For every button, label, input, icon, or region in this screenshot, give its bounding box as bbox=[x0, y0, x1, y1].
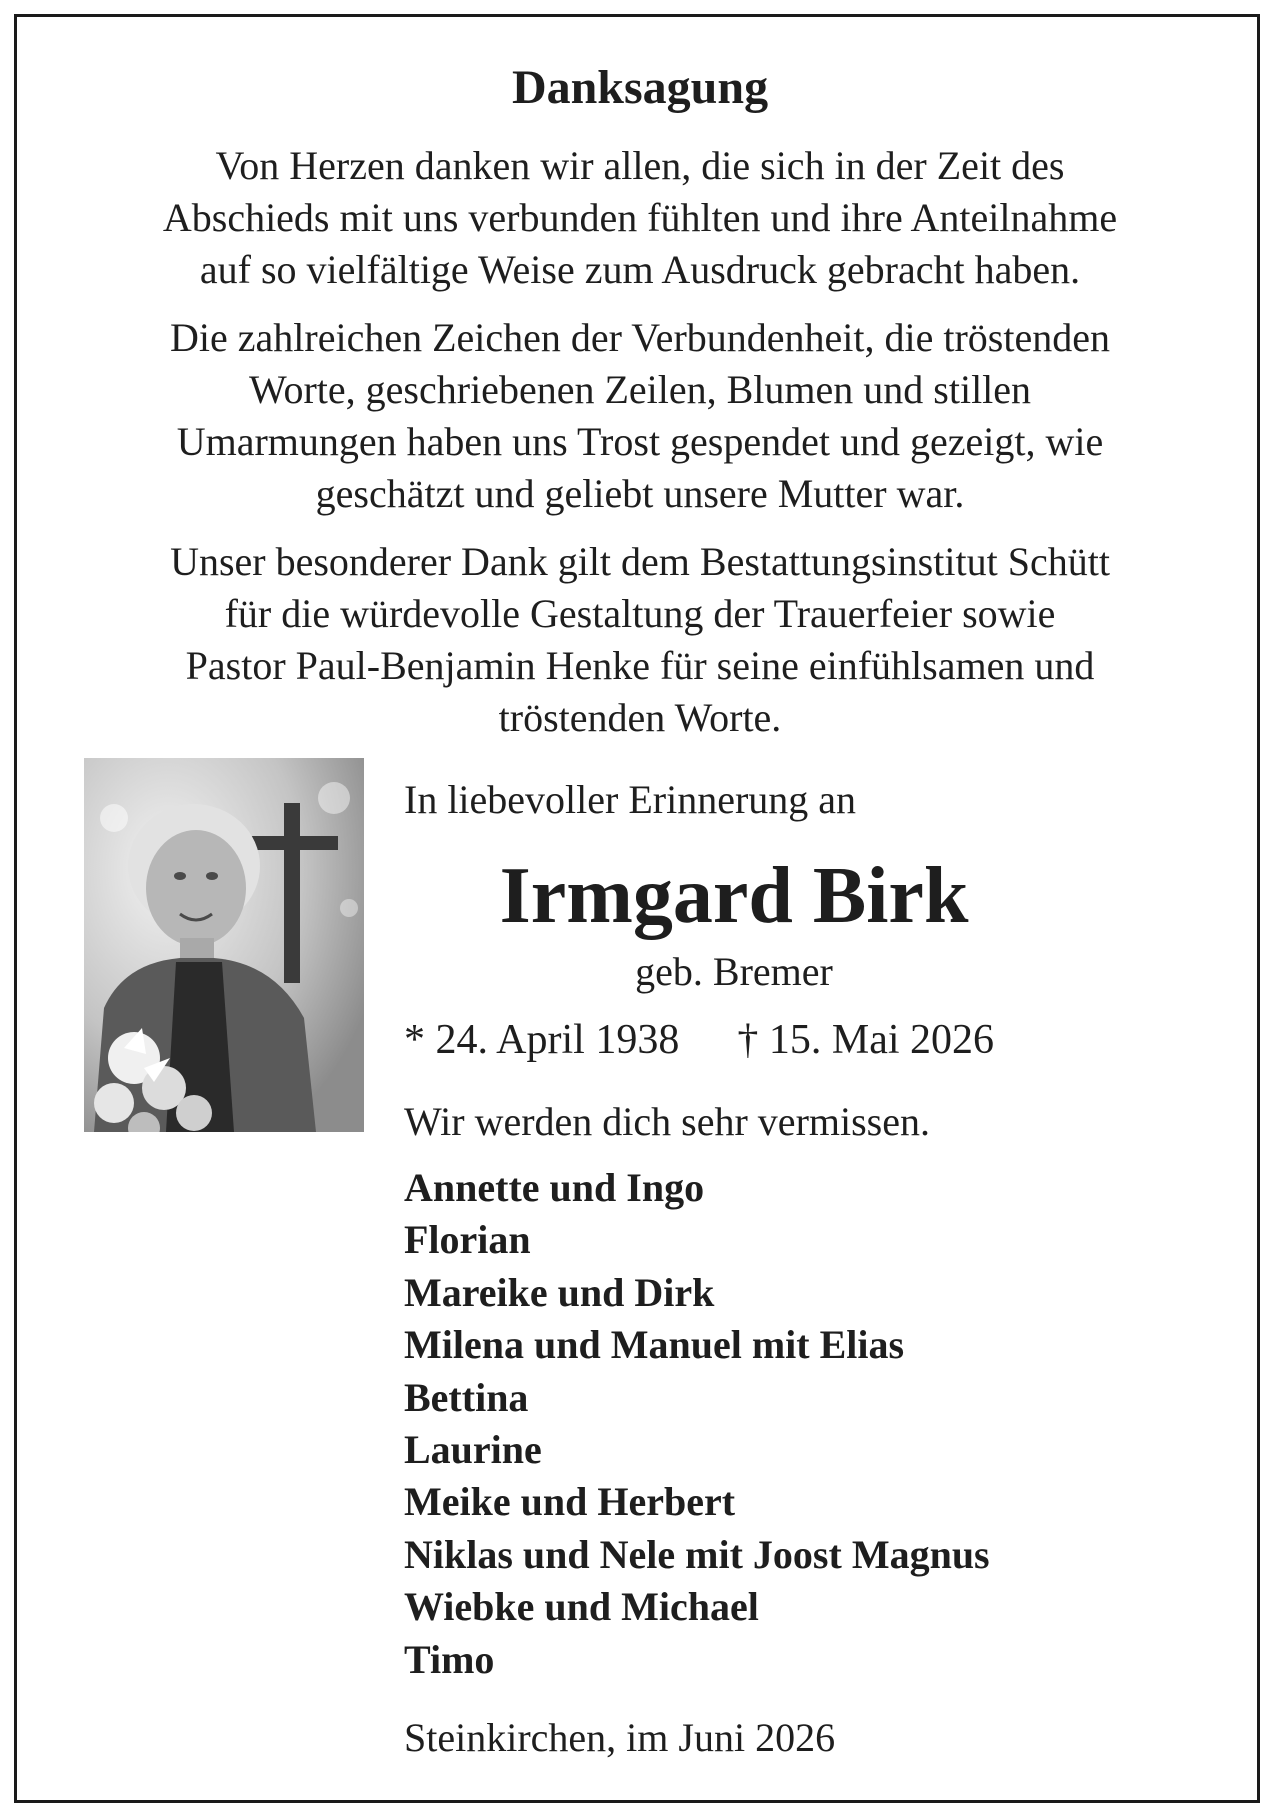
paragraph-line: Worte, geschriebenen Zeilen, Blumen und stillen bbox=[248, 367, 1032, 412]
life-dates bbox=[404, 1014, 994, 1066]
remembrance-intro: In liebevoller Erinnerung an bbox=[404, 777, 857, 822]
mourner-name: Milena und Manuel mit Elias bbox=[404, 1322, 905, 1368]
portrait-illustration bbox=[84, 758, 364, 1132]
mourner-name: Bettina bbox=[404, 1374, 529, 1420]
paragraph-line: Abschieds mit uns verbunden fühlten und ihre Anteilnahme bbox=[162, 195, 1118, 240]
paragraph-line: tröstenden Worte. bbox=[498, 695, 782, 740]
paragraph-line: Die zahlreichen Zeichen der Verbundenheit, die tröstenden bbox=[170, 315, 1110, 360]
mourner-name: Timo bbox=[404, 1636, 495, 1682]
thanks-paragraph-3 bbox=[60, 536, 1220, 744]
death-date: † 15. Mai 2026 bbox=[737, 1017, 994, 1063]
mourners-list bbox=[404, 1162, 990, 1686]
deceased-name: Irmgard Birk bbox=[499, 852, 969, 940]
mourner-name: Meike und Herbert bbox=[404, 1479, 736, 1525]
closing-line: Wir werden dich sehr vermissen. bbox=[404, 1099, 930, 1144]
paragraph-line: geschätzt und geliebt unsere Mutter war. bbox=[315, 471, 965, 516]
paragraph-line: Von Herzen danken wir allen, die sich in der Zeit des bbox=[215, 143, 1065, 188]
paragraph-line: Pastor Paul-Benjamin Henke für seine einfühlsamen und bbox=[185, 643, 1095, 688]
mourner-name: Niklas und Nele mit Joost Magnus bbox=[404, 1531, 990, 1577]
birth-date: * 24. April 1938 bbox=[404, 1017, 680, 1063]
paragraph-line: Unser besonderer Dank gilt dem Bestattungsinstitut Schütt bbox=[170, 539, 1110, 584]
paragraph-line: für die würdevolle Gestaltung der Trauerfeier sowie bbox=[224, 591, 1056, 636]
mourner-name: Annette und Ingo bbox=[404, 1165, 705, 1210]
thanks-paragraph-1 bbox=[60, 140, 1220, 296]
mourner-name: Mareike und Dirk bbox=[404, 1269, 715, 1315]
thanks-paragraph-2 bbox=[60, 312, 1220, 520]
mourner-name: Florian bbox=[404, 1217, 531, 1263]
mourner-name: Laurine bbox=[404, 1427, 542, 1473]
paragraph-line: Umarmungen haben uns Trost gespendet und gezeigt, wie bbox=[176, 419, 1104, 464]
mourner-name: Wiebke und Michael bbox=[404, 1584, 759, 1630]
heading: Danksagung bbox=[511, 61, 769, 114]
place-and-date: Steinkirchen, im Juni 2026 bbox=[404, 1715, 836, 1760]
portrait-photo bbox=[84, 758, 364, 1132]
paragraph-line: auf so vielfältige Weise zum Ausdruck gebracht haben. bbox=[199, 247, 1081, 292]
maiden-name: geb. Bremer bbox=[635, 949, 833, 994]
